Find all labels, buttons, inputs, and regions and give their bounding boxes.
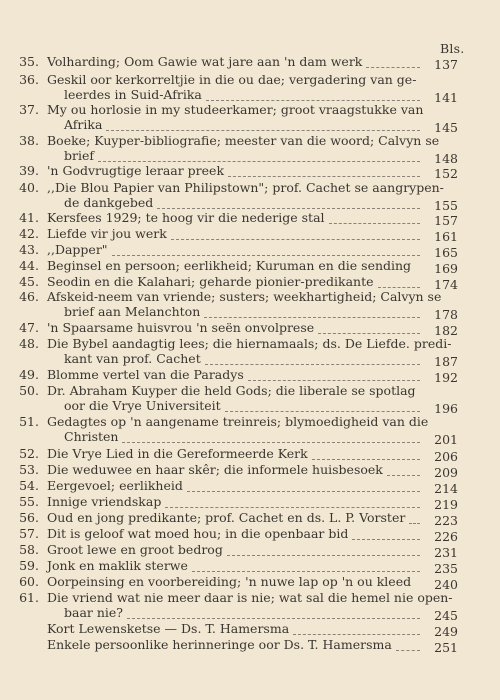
leader-dots [228, 175, 420, 177]
entry-number: 49. [19, 367, 39, 382]
page-number: 201 [434, 432, 458, 447]
entry-title: 'n Spaarsame huisvrou 'n seën onvolprese [47, 320, 315, 335]
leader-dots [98, 160, 420, 162]
entry-title: Gedagtes op 'n aangename treinreis; blymoedigheid van die [47, 414, 429, 429]
entry-title: Die Vrye Lied in die Gereformeerde Kerk [47, 446, 308, 461]
leader-dots [157, 207, 420, 209]
entry-title: ,,Die Blou Papier van Philipstown"; prof. Cachet se aangrypen- [47, 180, 444, 195]
entry-title-continued: baar nie? [64, 605, 124, 620]
leader-dots [171, 238, 420, 240]
entry-title: Dr. Abraham Kuyper die held Gods; die liberale se spotlag [47, 383, 416, 398]
page-number: 155 [434, 198, 458, 213]
page-number: 223 [434, 513, 458, 528]
leader-dots [187, 490, 420, 492]
page-number: 161 [434, 229, 458, 244]
leader-dots [127, 617, 420, 619]
entry-title: Afskeid-neem van vriende; susters; weekhartigheid; Calvyn se [47, 289, 442, 304]
entry-title: Beginsel en persoon; eerlikheid; Kuruman en die sending [47, 258, 412, 273]
page-number: 219 [434, 497, 458, 512]
leader-dots [387, 474, 420, 476]
entry-title-continued: Christen [64, 429, 119, 444]
entry-number: 52. [19, 446, 39, 461]
entry-number: 58. [19, 542, 39, 557]
entry-title-continued: kant van prof. Cachet [64, 351, 201, 366]
entry-number: 44. [19, 258, 39, 273]
entry-number: 35. [19, 54, 39, 69]
page-number: 145 [434, 120, 458, 135]
leader-dots [396, 649, 420, 651]
entry-title: Enkele persoonlike herinneringe oor Ds. T. Hamersma [47, 637, 392, 652]
leader-dots [192, 570, 420, 572]
entry-number: 53. [19, 462, 39, 477]
page-number: 182 [434, 323, 458, 338]
leader-dots [312, 458, 420, 460]
entry-number: 61. [19, 590, 39, 605]
leader-dots [112, 254, 420, 256]
entry-title-continued: Afrika [64, 117, 103, 132]
entry-number: 39. [19, 163, 39, 178]
entry-title: Blomme vertel van die Paradys [47, 367, 244, 382]
entry-title: Innige vriendskap [47, 494, 162, 509]
entry-number: 54. [19, 478, 39, 493]
entry-number: 45. [19, 274, 39, 289]
page-number: 178 [434, 307, 458, 322]
entry-title: Jonk en maklik sterwe [47, 558, 188, 573]
entry-number: 60. [19, 574, 39, 589]
page-number: 148 [434, 151, 458, 166]
page-number: 249 [434, 624, 458, 639]
entry-title: Boeke; Kuyper-bibliografie; meester van die woord; Calvyn se [47, 133, 440, 148]
entry-number: 43. [19, 242, 39, 257]
page-number: 214 [434, 481, 458, 496]
leader-dots [248, 379, 420, 381]
entry-title: Die Bybel aandagtig lees; die hiernamaals; ds. De Liefde. predi- [47, 336, 452, 351]
page-number: 231 [434, 545, 458, 560]
page-number: 165 [434, 245, 458, 260]
entry-title: 'n Godvrugtige leraar preek [47, 163, 225, 178]
page-number: 187 [434, 354, 458, 369]
entry-number: 57. [19, 526, 39, 541]
entry-title: Kersfees 1929; te hoog vir die nederige stal [47, 210, 325, 225]
entry-title: Groot lewe en groot bedrog [47, 542, 223, 557]
entry-number: 50. [19, 383, 39, 398]
entry-number: 36. [19, 72, 39, 87]
page-number: 240 [434, 577, 458, 592]
leader-dots [122, 441, 420, 443]
entry-title: Liefde vir jou werk [47, 226, 167, 241]
leader-dots [329, 222, 420, 224]
page-number: 209 [434, 465, 458, 480]
entry-title-continued: oor die Vrye Universiteit [64, 398, 221, 413]
leader-dots [205, 363, 420, 365]
entry-number: 51. [19, 414, 39, 429]
entry-number: 42. [19, 226, 39, 241]
page-number: 137 [434, 57, 458, 72]
entry-number: 40. [19, 180, 39, 195]
page-number: 235 [434, 561, 458, 576]
entry-number: 37. [19, 102, 39, 117]
leader-dots [366, 66, 420, 68]
page-number: 245 [434, 608, 458, 623]
entry-title-continued: leerdes in Suid-Afrika [64, 87, 202, 102]
page-number: 174 [434, 277, 458, 292]
entry-title: Geskil oor kerkorreltjie in die ou dae; vergadering van ge- [47, 72, 417, 87]
entry-title: Seodin en die Kalahari; geharde pionier-predikante [47, 274, 374, 289]
leader-dots [227, 554, 420, 556]
entry-number: 47. [19, 320, 39, 335]
entry-title: Die weduwee en haar skêr; die informele huisbesoek [47, 462, 383, 477]
page-number: 226 [434, 529, 458, 544]
entry-number: 56. [19, 510, 39, 525]
page-number: 157 [434, 213, 458, 228]
entry-title: ,,Dapper" [47, 242, 108, 257]
leader-dots [378, 286, 420, 288]
entry-title-continued: brief aan Melanchton [64, 304, 201, 319]
leader-dots [206, 99, 420, 101]
entry-title: Dit is geloof wat moed hou; in die openbaar bid [47, 526, 349, 541]
page-number: 196 [434, 401, 458, 416]
entry-title-continued: de dankgebed [64, 195, 154, 210]
page-number: 169 [434, 261, 458, 276]
leader-dots [352, 538, 420, 540]
entry-title: Kort Lewensketse — Ds. T. Hamersma [47, 621, 290, 636]
page-number: 152 [434, 166, 458, 181]
entry-title: My ou horlosie in my studeerkamer; groot vraagstukke van [47, 102, 424, 117]
entry-number: 41. [19, 210, 39, 225]
leader-dots [165, 506, 420, 508]
page-number: 251 [434, 640, 458, 655]
leader-dots [409, 522, 420, 524]
entry-title: Oud en jong predikante; prof. Cachet en ds. L. P. Vorster [47, 510, 406, 525]
leader-dots [204, 316, 420, 318]
entry-title-continued: brief [64, 148, 94, 163]
page-number: 206 [434, 449, 458, 464]
leader-dots [293, 633, 420, 635]
entry-number: 59. [19, 558, 39, 573]
entry-title: Eergevoel; eerlikheid [47, 478, 183, 493]
entry-title: Die vriend wat nie meer daar is nie; wat sal die hemel nie open- [47, 590, 453, 605]
page-number: 192 [434, 370, 458, 385]
entry-number: 38. [19, 133, 39, 148]
leader-dots [106, 129, 420, 131]
entry-title: Volharding; Oom Gawie wat jare aan 'n dam werk [47, 54, 363, 69]
page-number: 141 [434, 90, 458, 105]
leader-dots [225, 410, 420, 412]
page-column-header: Bls. [440, 41, 465, 56]
leader-dots [318, 332, 420, 334]
entry-number: 55. [19, 494, 39, 509]
entry-number: 48. [19, 336, 39, 351]
entry-title: Oorpeinsing en voorbereiding; 'n nuwe lap op 'n ou kleed [47, 574, 412, 589]
entry-number: 46. [19, 289, 39, 304]
